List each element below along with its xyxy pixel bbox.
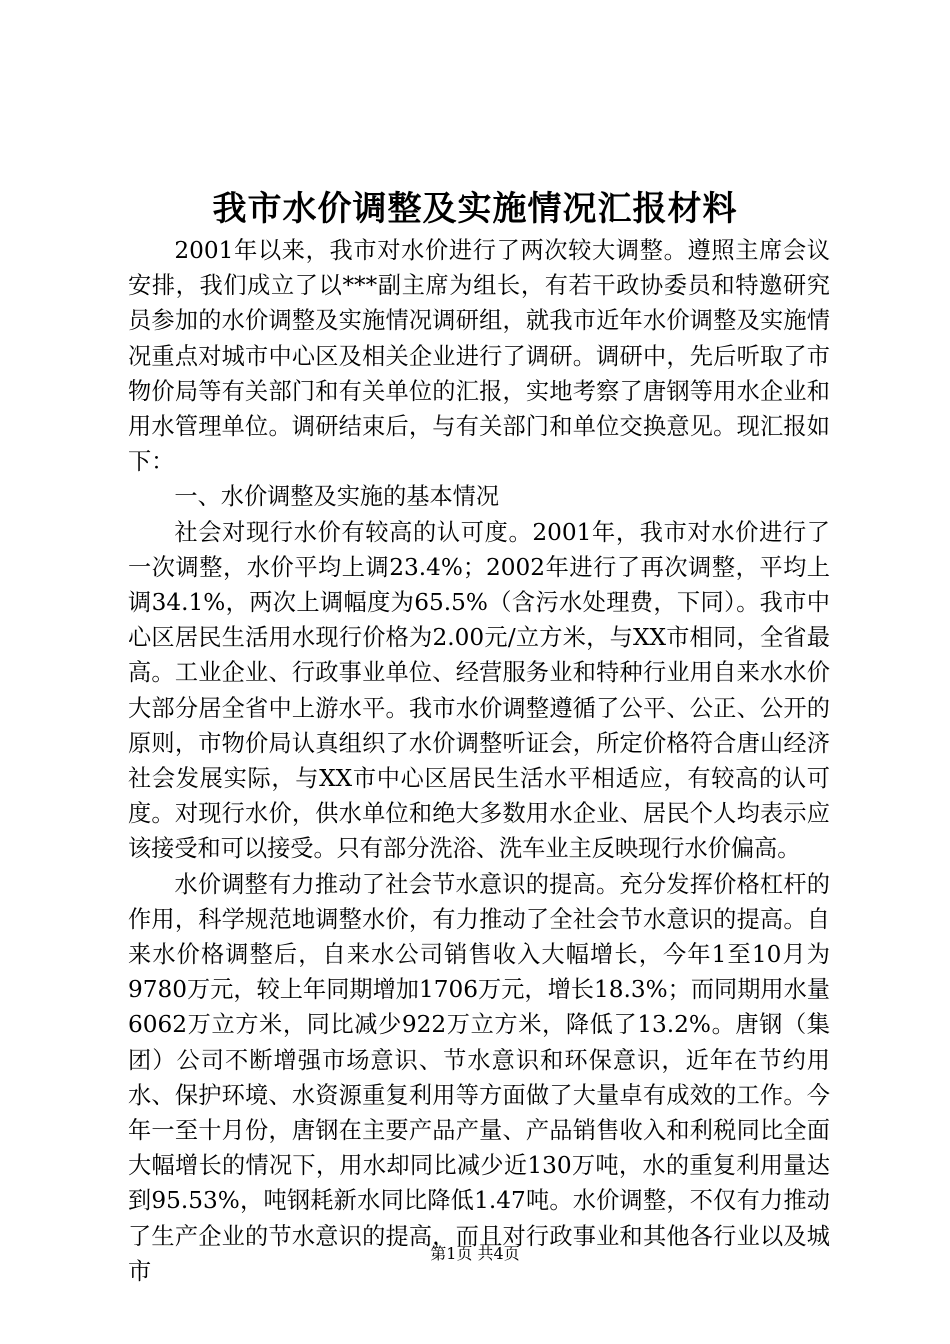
page-footer: 第1页 共4页 bbox=[430, 1244, 520, 1263]
section-heading: 一、水价调整及实施的基本情况 bbox=[174, 483, 500, 511]
document-body bbox=[128, 233, 830, 1289]
paragraph-intro: 2001年以来，我市对水价进行了两次较大调整。遵照主席会议安排，我们成立了以***副主席为组长，有若干政协委员和特邀研究员参加的水价调整及实施情况调研组，就我市近年水价调整及实施情况重点对城市中心区及相关企业进行了调研。调研中，先后听取了市物价局等有关部门和有关单位的汇报，实地考察了唐钢等用水企业和用水管理单位。调研结束后，与有关部门和单位交换意见。现汇报如下： bbox=[128, 237, 830, 476]
paragraph-recognition: 社会对现行水价有较高的认可度。2001年，我市对水价进行了一次调整，水价平均上调23.4%；2002年进行了再次调整，平均上调34.1%，两次上调幅度为65.5%（含污水处理费，下同）。我市中心区居民生活用水现行价格为2.00元/立方米，与XX市相同，全省最高。工业企业、行政事业单位、经营服务业和特种行业用自来水水价大部分居全省中上游水平。我市水价调整遵循了公平、公正、公开的原则，市物价局认真组织了水价调整听证会，所定价格符合唐山经济社会发展实际，与XX市中心区居民生活水平相适应，有较高的认可度。对现行水价，供水单位和绝大多数用水企业、居民个人均表示应该接受和可以接受。只有部分洗浴、洗车业主反映现行水价偏高。 bbox=[128, 518, 830, 863]
document-title: 我市水价调整及实施情况汇报材料 bbox=[212, 189, 738, 229]
paragraph-water-saving: 水价调整有力推动了社会节水意识的提高。充分发挥价格杠杆的作用，科学规范地调整水价，有力推动了全社会节水意识的提高。自来水价格调整后，自来水公司销售收入大幅增长，今年1至10月为9780万元，较上年同期增加1706万元，增长18.3%；而同期用水量6062万立方米，同比减少922万立方米，降低了13.2%。唐钢（集团）公司不断增强市场意识、节水意识和环保意识，近年在节约用水、保护环境、水资源重复利用等方面做了大量卓有成效的工作。今年一至十月份，唐钢在主要产品产量、产品销售收入和利税同比全面大幅增长的情况下，用水却同比减少近130万吨，水的重复利用量达到95.53%，吨钢耗新水同比降低1.47吨。水价调整，不仅有力推动了生产企业的节水意识的提高，而且对行政事业和其他各行业以及城市 bbox=[128, 870, 830, 1285]
